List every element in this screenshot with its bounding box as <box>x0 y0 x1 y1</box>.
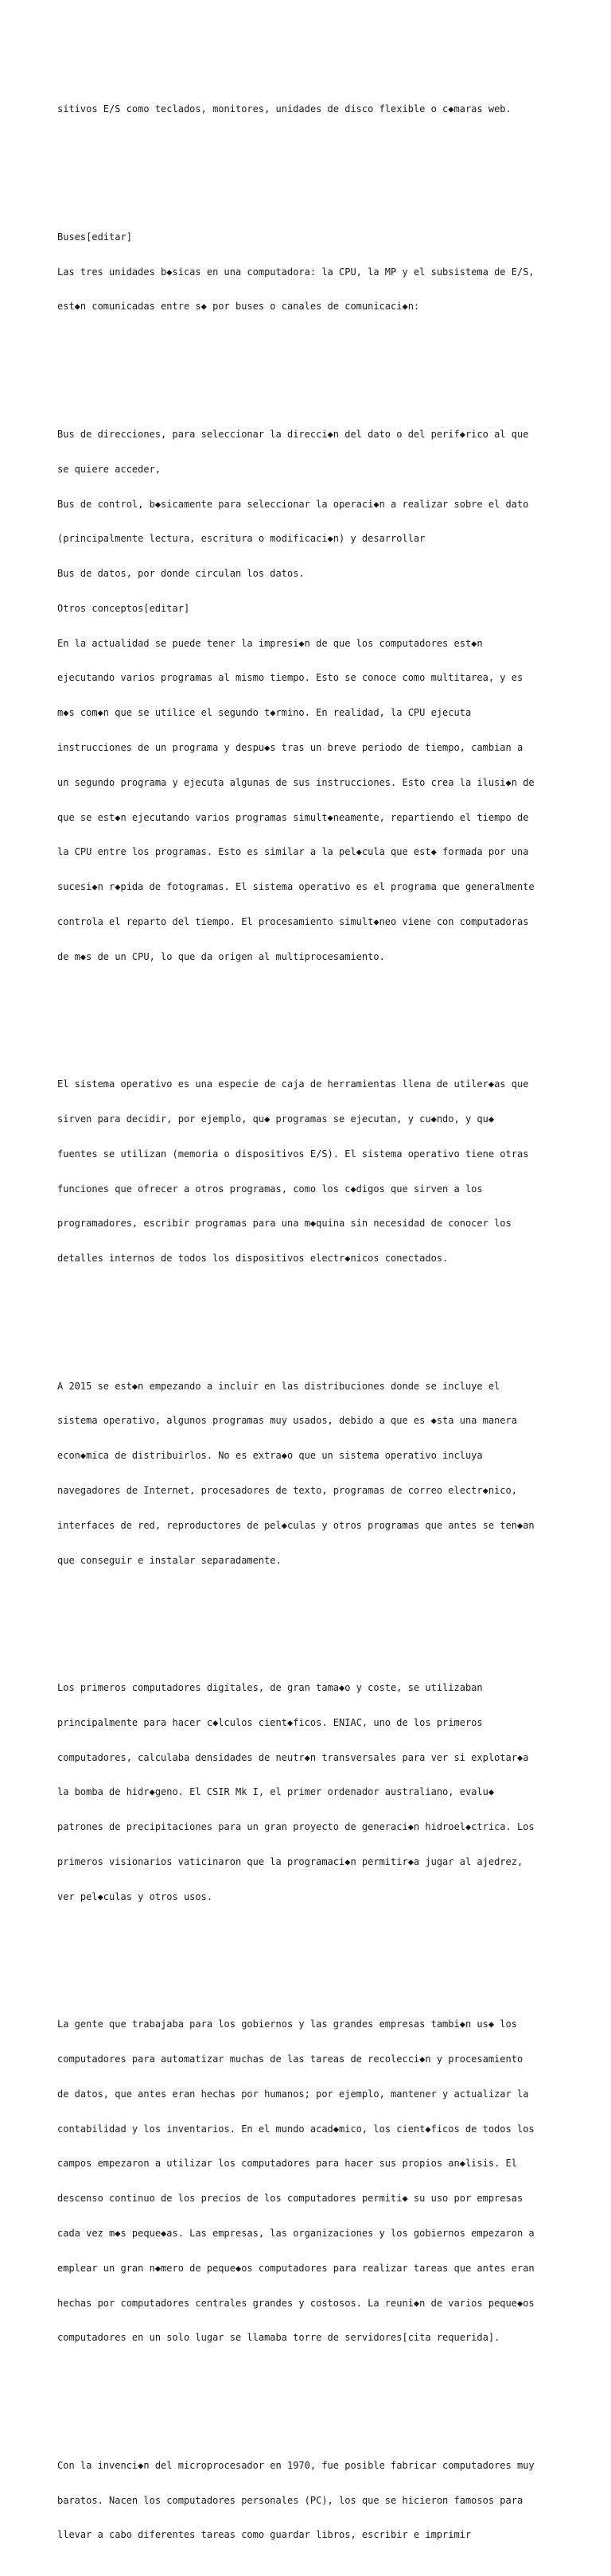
text-line: de datos, que antes eran hechas por humanos; por ejemplo, mantener y actualizar la <box>57 2088 529 2100</box>
text-line: un segundo programa y ejecuta algunas de sus instrucciones. Esto crea la ilusi◆n de <box>57 776 535 788</box>
text-line: contabilidad y los inventarios. En el mundo acad◆mico, los cient◆ficos de todos los <box>57 2123 535 2135</box>
paragraph <box>57 1995 582 2367</box>
paragraph-gap <box>57 1311 582 1323</box>
text-line: primeros visionarios vaticinaron que la programaci◆n permitir◆a jugar al ajedrez, <box>57 1856 523 1868</box>
text-line: emplear un gran n◆mero de peque◆os computadores para realizar tareas que antes eran <box>57 2262 535 2274</box>
text-line: econ◆mica de distribuirlos. No es extra◆o que un sistema operativo incluya <box>57 1450 483 1462</box>
text-line: A 2015 se est◆n empezando a incluir en las distribuciones donde se incluye el <box>57 1380 500 1392</box>
text-line: la CPU entre los programas. Esto es similar a la pel◆cula que est◆ formada por una <box>57 846 529 858</box>
paragraph-gap <box>57 161 582 173</box>
text-line: detalles internos de todos los dispositivos electr◆nicos conectados. <box>57 1253 449 1265</box>
text-line: El sistema operativo es una especie de caja de herramientas llena de utiler◆as que <box>57 1078 529 1090</box>
section-heading-buses <box>57 208 582 336</box>
text-line: Bus de datos, por donde circulan los datos. <box>57 568 305 580</box>
text-line: de m◆s de un CPU, lo que da origen al multiprocesamiento. <box>57 950 385 962</box>
text-line: sistema operativo, algunos programas muy usados, debido a que es ◆sta una manera <box>57 1415 517 1427</box>
text-line: Las tres unidades b◆sicas en una computadora: la CPU, la MP y el subsistema de E/S, <box>57 266 535 278</box>
text-line: cada vez m◆s peque◆as. Las empresas, las organizaciones y los gobiernos empezaron a <box>57 2228 535 2240</box>
text-line: Otros conceptos[editar] <box>57 602 190 614</box>
text-line: que conseguir e instalar separadamente. <box>57 1554 282 1566</box>
text-line: Los primeros computadores digitales, de gran tama◆o y coste, se utilizaban <box>57 1682 483 1694</box>
text-line: computadores en un solo lugar se llamaba torre de servidores[cita requerida]. <box>57 2332 500 2344</box>
paragraph <box>57 2437 582 2565</box>
text-line: hechas por computadores centrales grandes y costosos. La reuni◆n de varios peque◆os <box>57 2297 535 2309</box>
text-line: que se est◆n ejecutando varios programas simult◆neamente, repartiendo el tiempo de <box>57 811 529 823</box>
text-line: funciones que ofrecer a otros programas, como los c◆digos que sirven a los <box>57 1183 483 1195</box>
paragraph-gap <box>57 359 582 371</box>
text-line: fuentes se utilizan (memoria o dispositivos E/S). El sistema operativo tiene otras <box>57 1148 529 1160</box>
text-line: campos empezaron a utilizar los computadores para hacer sus propios an◆lisis. El <box>57 2158 517 2170</box>
text-line: navegadores de Internet, procesadores de texto, programas de correo electr◆nico, <box>57 1485 517 1497</box>
paragraph-gap <box>57 1613 582 1625</box>
text-line: se quiere acceder, <box>57 463 162 475</box>
text-line: computadores para automatizar muchas de las tareas de recolecci◆n y procesamiento <box>57 2053 523 2065</box>
text-line: m◆s com◆n que se utilice el segundo t◆rmino. En realidad, la CPU ejecuta <box>57 707 472 719</box>
text-line: En la actualidad se puede tener la impresi◆n de que los computadores est◆n <box>57 637 483 649</box>
text-line: instrucciones de un programa y despu◆s tras un breve periodo de tiempo, cambian a <box>57 742 523 754</box>
text-line: sitivos E/S como teclados, monitores, unidades de disco flexible o c◆maras web. <box>57 103 512 115</box>
text-line: Con la invenci◆n del microprocesador en 1970, fue posible fabricar computadores muy <box>57 2459 535 2471</box>
text-line: ver pel◆culas y otros usos. <box>57 1890 213 1902</box>
paragraph-gap <box>57 1949 582 1961</box>
text-line: Buses[editar] <box>57 231 132 243</box>
paragraph <box>57 1055 582 1288</box>
text-line: est◆n comunicadas entre s◆ por buses o canales de comunicaci◆n: <box>57 301 420 313</box>
text-line: controla el reparto del tiempo. El procesamiento simult◆neo viene con computadoras <box>57 915 529 927</box>
text-line: la bomba de hidr◆geno. El CSIR Mk I, el primer ordenador australiano, evalu◆ <box>57 1786 495 1798</box>
document-page <box>57 57 582 2576</box>
paragraph <box>57 406 582 986</box>
text-line: Bus de direcciones, para seleccionar la direcci◆n del dato o del perif◆rico al que <box>57 429 529 440</box>
paragraph-gap <box>57 2390 582 2402</box>
text-line: (principalmente lectura, escritura o modificaci◆n) y desarrollar <box>57 533 426 545</box>
text-line: llevar a cabo diferentes tareas como guardar libros, escribir e imprimir <box>57 2529 472 2541</box>
text-line: programadores, escribir programas para una m◆quina sin necesidad de conocer los <box>57 1218 512 1230</box>
text-line: Bus de control, b◆sicamente para seleccionar la operaci◆n a realizar sobre el dato <box>57 498 529 510</box>
paragraph-gap <box>57 1009 582 1021</box>
text-line: principalmente para hacer c◆lculos cient◆ficos. ENIAC, uno de los primeros <box>57 1716 483 1728</box>
text-line: interfaces de red, reproductores de pel◆culas y otros programas que antes se ten◆an <box>57 1519 535 1531</box>
text-line: computadores, calculaba densidades de neutr◆n transversales para ver si explotar◆a <box>57 1751 529 1763</box>
text-line: ejecutando varios programas al mismo tiempo. Esto se conoce como multitarea, y es <box>57 672 523 684</box>
text-line: baratos. Nacen los computadores personales (PC), los que se hicieron famosos para <box>57 2494 523 2506</box>
text-line: La gente que trabajaba para los gobiernos y las grandes empresas tambi◆n us◆ los <box>57 2018 517 2030</box>
paragraph <box>57 1659 582 1926</box>
text-line: descenso continuo de los precios de los computadores permiti◆ su uso por empresas <box>57 2193 523 2205</box>
paragraph <box>57 1358 582 1590</box>
text-line: patrones de precipitaciones para un gran proyecto de generaci◆n hidroel◆ctrica. Los <box>57 1821 535 1833</box>
paragraph <box>57 80 582 138</box>
text-line: sirven para decidir, por ejemplo, qu◆ programas se ejecutan, y cu◆ndo, y qu◆ <box>57 1113 495 1125</box>
text-line: sucesi◆n r◆pida de fotogramas. El sistema operativo es el programa que generalmente <box>57 881 535 893</box>
